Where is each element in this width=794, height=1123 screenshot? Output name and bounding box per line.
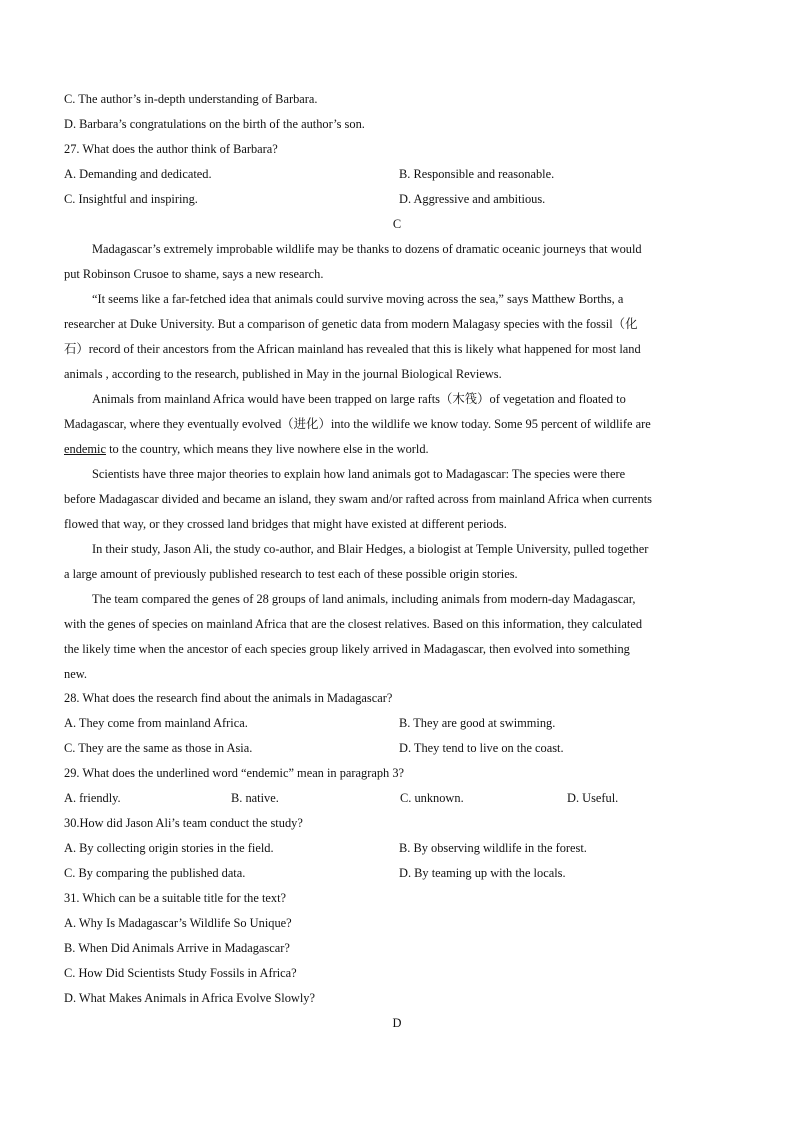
passage-c-p4-line2: before Madagascar divided and became an island, they swam and/or rafted across from mainland Africa when currents bbox=[64, 492, 652, 506]
q27-option-b: B. Responsible and reasonable. bbox=[399, 167, 555, 181]
q27-stem: 27. What does the author think of Barbara? bbox=[64, 142, 278, 156]
q27-option-c: C. Insightful and inspiring. bbox=[64, 192, 198, 206]
q28-option-a: A. They come from mainland Africa. bbox=[64, 716, 248, 730]
passage-c-p4-line3: flowed that way, or they crossed land bridges that might have existed at different periods. bbox=[64, 517, 507, 531]
passage-c-p4-line1: Scientists have three major theories to explain how land animals got to Madagascar: The species were there bbox=[92, 467, 626, 481]
q28-option-d: D. They tend to live on the coast. bbox=[399, 741, 564, 755]
q30-option-a: A. By collecting origin stories in the field. bbox=[64, 841, 274, 855]
passage-c-p3-line3 bbox=[64, 441, 429, 457]
q29-option-c: C. unknown. bbox=[400, 791, 464, 805]
q30-option-d: D. By teaming up with the locals. bbox=[399, 866, 566, 880]
passage-c-p6-line3: the likely time when the ancestor of each species group likely arrived in Madagascar, then evolved into something bbox=[64, 642, 630, 656]
q31-option-b: B. When Did Animals Arrive in Madagascar? bbox=[64, 941, 290, 955]
passage-c-p6-line2: with the genes of species on mainland Africa that are the closest relatives. Based on this information, they calculated bbox=[64, 617, 643, 631]
q29-option-b: B. native. bbox=[231, 791, 279, 805]
passage-c-p3-line3-rest: to the country, which means they live nowhere else in the world. bbox=[105, 442, 429, 456]
passage-c-p6-line4: new. bbox=[64, 667, 87, 681]
section-d-heading: D bbox=[392, 1016, 402, 1030]
passage-c-p5-line1: In their study, Jason Ali, the study co-author, and Blair Hedges, a biologist at Temple University, pulled together bbox=[92, 542, 649, 556]
q30-option-b: B. By observing wildlife in the forest. bbox=[399, 841, 587, 855]
q27-option-a: A. Demanding and dedicated. bbox=[64, 167, 212, 181]
passage-c-p3-line1: Animals from mainland Africa would have been trapped on large rafts（木筏）of vegetation and floated to bbox=[92, 392, 626, 406]
q31-option-a: A. Why Is Madagascar’s Wildlife So Unique? bbox=[64, 916, 292, 930]
passage-c-p2-line4: animals , according to the research, published in May in the journal Biological Reviews. bbox=[64, 367, 502, 381]
passage-c-p2-line1: “It seems like a far-fetched idea that animals could survive moving across the sea,” says Matthew Borths, a bbox=[92, 292, 624, 306]
passage-c-p2-line2: researcher at Duke University. But a comparison of genetic data from modern Malagasy species with the fossil（化 bbox=[64, 317, 638, 331]
q29-option-d: D. Useful. bbox=[567, 791, 619, 805]
passage-c-p5-line2: a large amount of previously published research to test each of these possible origin stories. bbox=[64, 567, 518, 581]
section-c-heading: C bbox=[392, 217, 402, 231]
q27-option-d: D. Aggressive and ambitious. bbox=[399, 192, 546, 206]
q28-option-c: C. They are the same as those in Asia. bbox=[64, 741, 253, 755]
passage-c-p1-line1: Madagascar’s extremely improbable wildlife may be thanks to dozens of dramatic oceanic journeys that would bbox=[92, 242, 642, 256]
passage-c-p1-line2: put Robinson Crusoe to shame, says a new research. bbox=[64, 267, 324, 281]
q29-stem: 29. What does the underlined word “endemic” mean in paragraph 3? bbox=[64, 766, 405, 780]
q31-option-d: D. What Makes Animals in Africa Evolve Slowly? bbox=[64, 991, 315, 1005]
underlined-word-endemic: endemic bbox=[64, 442, 106, 456]
q30-option-c: C. By comparing the published data. bbox=[64, 866, 246, 880]
q29-option-a: A. friendly. bbox=[64, 791, 121, 805]
q30-stem: 30.How did Jason Ali’s team conduct the study? bbox=[64, 816, 303, 830]
q26-option-c: C. The author’s in-depth understanding of Barbara. bbox=[64, 92, 318, 106]
passage-c-p6-line1: The team compared the genes of 28 groups of land animals, including animals from modern-day Madagascar, bbox=[92, 592, 636, 606]
q28-stem: 28. What does the research find about the animals in Madagascar? bbox=[64, 691, 393, 705]
passage-c-p3-line2: Madagascar, where they eventually evolved（进化）into the wildlife we know today. Some 95 percent of wildlife are bbox=[64, 417, 651, 431]
q28-option-b: B. They are good at swimming. bbox=[399, 716, 556, 730]
q31-option-c: C. How Did Scientists Study Fossils in Africa? bbox=[64, 966, 297, 980]
q26-option-d: D. Barbara’s congratulations on the birth of the author’s son. bbox=[64, 117, 365, 131]
passage-c-p2-line3: 石）record of their ancestors from the African mainland has revealed that this is likely what happened for most land bbox=[64, 342, 641, 356]
q31-stem: 31. Which can be a suitable title for the text? bbox=[64, 891, 287, 905]
